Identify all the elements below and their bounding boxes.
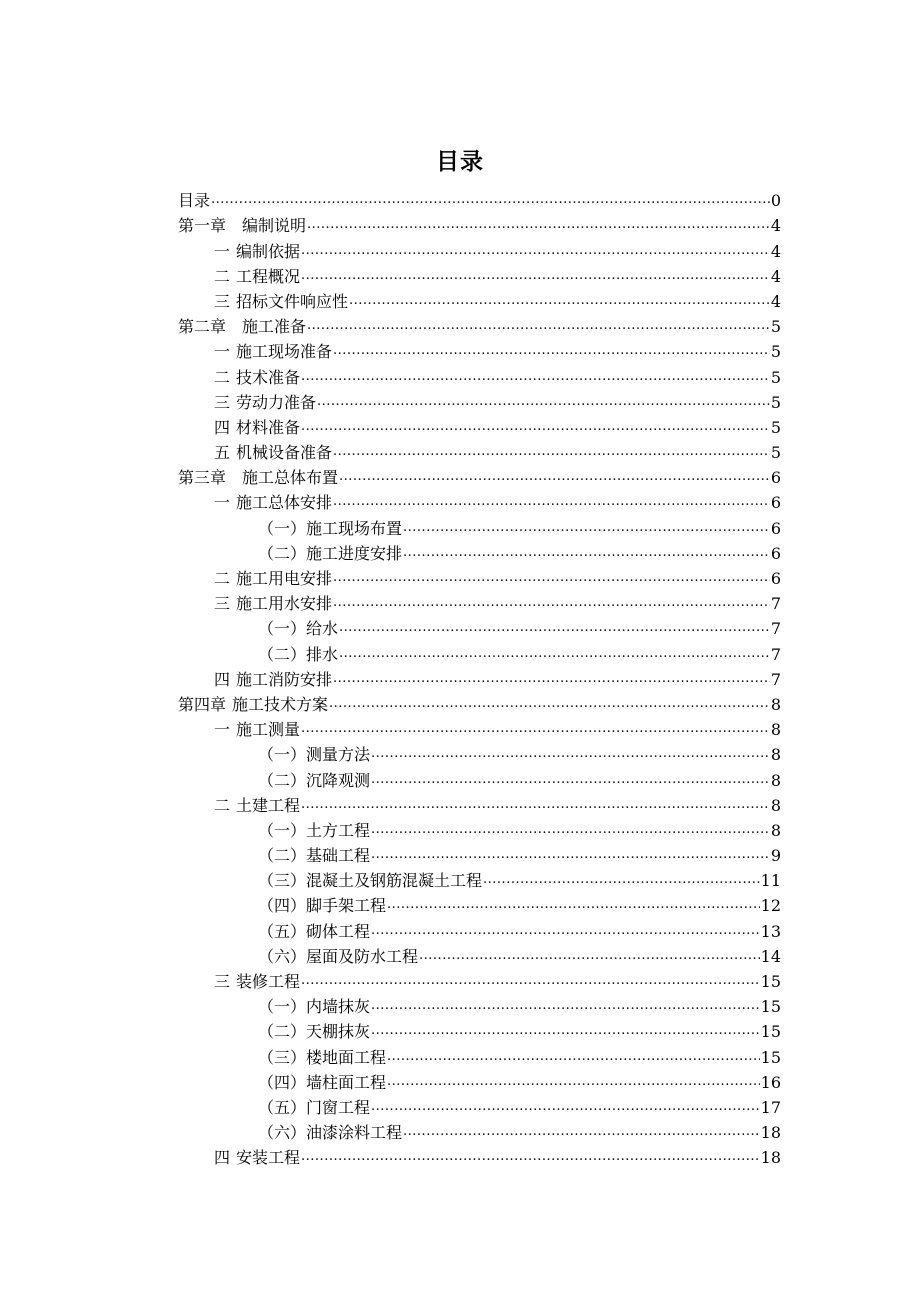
toc-entry[interactable] — [178, 614, 781, 639]
toc-page-number: 6 — [770, 468, 781, 488]
toc-page-number: 4 — [770, 216, 781, 236]
toc-entry-text: 施工用水安排 — [236, 594, 333, 614]
toc-entry-label — [258, 745, 371, 765]
toc-entry-text: 技术准备 — [236, 367, 301, 387]
toc-entry-number: （二） — [258, 1022, 307, 1042]
toc-entry-label — [214, 720, 301, 740]
toc-entry[interactable] — [178, 816, 781, 841]
toc-entry-label — [258, 821, 371, 841]
toc-entry-number: （二） — [258, 543, 307, 563]
toc-title: 目录 — [436, 149, 484, 175]
toc-page-number: 5 — [770, 367, 781, 387]
toc-entry-text: 施工进度安排 — [306, 543, 403, 563]
toc-page-number: 15 — [760, 997, 781, 1017]
toc-page-number: 5 — [770, 342, 781, 362]
toc-entry-text: 编制依据 — [236, 241, 301, 261]
toc-entry[interactable] — [178, 236, 781, 261]
toc-page-number: 14 — [760, 946, 781, 966]
toc-entry-text: 招标文件响应性 — [236, 291, 349, 311]
toc-dot-leader — [339, 619, 770, 637]
toc-entry[interactable] — [178, 337, 781, 362]
toc-entry-text: 土方工程 — [306, 820, 371, 840]
toc-page-number: 9 — [770, 846, 781, 866]
toc-entry-text: 编制说明 — [242, 216, 307, 236]
toc-dot-leader — [333, 493, 770, 511]
toc-entry[interactable] — [178, 992, 781, 1017]
toc-entry[interactable] — [178, 388, 781, 413]
toc-page-number: 6 — [770, 543, 781, 563]
toc-entry-number: 四 — [214, 417, 231, 437]
toc-entry-label — [214, 418, 301, 438]
toc-entry[interactable] — [178, 1068, 781, 1093]
toc-page-number: 17 — [760, 1097, 781, 1117]
toc-entry-label — [214, 292, 349, 312]
toc-entry-number: 二 — [214, 367, 231, 387]
toc-page-number: 7 — [770, 669, 781, 689]
toc-entry-text: 施工消防安排 — [236, 669, 333, 689]
toc-entry-text: 排水 — [306, 644, 339, 664]
toc-page-number: 8 — [770, 694, 781, 714]
toc-page-number: 16 — [760, 1072, 781, 1092]
toc-entry[interactable] — [178, 589, 781, 614]
toc-dot-leader — [403, 1123, 760, 1141]
toc-entry-text: 施工准备 — [242, 317, 307, 337]
toc-entry-number: 一 — [214, 720, 231, 740]
toc-entry-label — [178, 191, 211, 211]
toc-page-number: 7 — [770, 644, 781, 664]
toc-entry-label — [258, 871, 483, 891]
toc-entry[interactable] — [178, 916, 781, 941]
toc-entry-label — [258, 922, 371, 942]
toc-entry-label — [178, 695, 329, 715]
toc-entry-label — [214, 267, 301, 287]
toc-entry[interactable] — [178, 413, 781, 438]
toc-entry-label — [258, 947, 419, 967]
toc-entry-text: 天棚抹灰 — [306, 1022, 371, 1042]
toc-dot-leader — [371, 745, 770, 763]
toc-entry-text: 材料准备 — [236, 417, 301, 437]
toc-page-number: 5 — [770, 443, 781, 463]
toc-page-number: 13 — [760, 921, 781, 941]
toc-entry-label — [214, 493, 333, 513]
toc-entry-number: 二 — [214, 795, 231, 815]
toc-entry-label — [258, 519, 403, 539]
toc-entry-text: 施工总体布置 — [242, 468, 339, 488]
toc-entry-label — [214, 796, 301, 816]
toc-entry[interactable] — [178, 186, 781, 211]
toc-entry[interactable] — [178, 1143, 781, 1168]
toc-entry[interactable] — [178, 488, 781, 513]
toc-entry-number: 一 — [214, 493, 231, 513]
toc-entry-text: 目录 — [178, 191, 211, 211]
toc-entry[interactable] — [178, 715, 781, 740]
toc-dot-leader — [301, 242, 770, 260]
toc-entry[interactable] — [178, 463, 781, 488]
toc-page-number: 8 — [770, 820, 781, 840]
toc-entry-text: 工程概况 — [236, 266, 301, 286]
toc-entry-number: （四） — [258, 1072, 307, 1092]
toc-entry-number: 一 — [214, 342, 231, 362]
toc-dot-leader — [301, 418, 770, 436]
toc-page-number: 15 — [760, 972, 781, 991]
toc-entry-text: 脚手架工程 — [306, 896, 387, 916]
toc-dot-leader — [371, 1022, 760, 1040]
toc-entry[interactable] — [178, 765, 781, 790]
toc-entry-label — [178, 468, 339, 488]
toc-page-number: 18 — [760, 1123, 781, 1143]
toc-entry-label — [178, 317, 307, 337]
toc-dot-leader — [403, 544, 770, 562]
toc-entry-text: 混凝土及钢筋混凝土工程 — [306, 871, 483, 891]
toc-entry-number: 三 — [214, 291, 231, 311]
toc-entry-text: 测量方法 — [306, 745, 371, 765]
toc-entry-number: 第一章 — [178, 216, 227, 236]
toc-entry-number: 第二章 — [178, 317, 227, 337]
toc-entry-label — [178, 216, 307, 236]
toc-entry-label — [258, 1022, 371, 1042]
toc-entry-text: 土建工程 — [236, 795, 301, 815]
toc-dot-leader — [387, 1048, 760, 1066]
toc-dot-leader — [371, 922, 760, 940]
toc-entry[interactable] — [178, 312, 781, 337]
toc-entry-label — [258, 997, 371, 1017]
toc-entry-text: 油漆涂料工程 — [306, 1123, 403, 1143]
toc-dot-leader — [317, 393, 770, 411]
toc-page-number: 4 — [770, 266, 781, 286]
toc-dot-leader — [333, 569, 770, 587]
toc-page-number: 15 — [760, 1047, 781, 1067]
toc-dot-leader — [333, 443, 770, 461]
toc-entry-label — [258, 619, 339, 639]
toc-entry-text: 安装工程 — [236, 1148, 301, 1168]
toc-dot-leader — [387, 1073, 760, 1091]
toc-entry[interactable] — [178, 690, 781, 715]
toc-entry-label — [258, 1048, 387, 1068]
toc-entry-number: （六） — [258, 946, 307, 966]
toc-entry-text: 施工技术方案 — [232, 694, 329, 714]
toc-entry-label — [214, 342, 333, 362]
toc-page-number: 18 — [760, 1148, 781, 1168]
toc-entry[interactable] — [178, 287, 781, 312]
toc-list — [178, 186, 781, 1168]
toc-dot-leader — [403, 519, 770, 537]
toc-entry[interactable] — [178, 1042, 781, 1067]
toc-entry-label — [258, 1098, 371, 1118]
toc-entry-label — [214, 1148, 301, 1168]
toc-entry-number: （三） — [258, 1047, 307, 1067]
toc-entry-number: 五 — [214, 443, 231, 463]
toc-entry[interactable] — [178, 1118, 781, 1143]
toc-entry[interactable] — [178, 438, 781, 463]
toc-entry-text: 装修工程 — [236, 972, 301, 991]
toc-page-number: 5 — [770, 392, 781, 412]
toc-dot-leader — [339, 645, 770, 663]
toc-dot-leader — [329, 695, 770, 713]
toc-page-number: 11 — [760, 871, 781, 891]
toc-dot-leader — [301, 796, 770, 814]
toc-entry[interactable] — [178, 967, 781, 992]
toc-page-number: 6 — [770, 493, 781, 513]
toc-entry-number: 四 — [214, 669, 231, 689]
toc-entry-label — [258, 1073, 387, 1093]
toc-page-number: 8 — [770, 745, 781, 765]
toc-entry-label — [258, 544, 403, 564]
toc-dot-leader — [387, 896, 760, 914]
toc-page-number: 4 — [770, 241, 781, 261]
toc-page-number: 5 — [770, 417, 781, 437]
toc-page-number: 7 — [770, 594, 781, 614]
toc-page-number: 6 — [770, 518, 781, 538]
toc-entry-number: （一） — [258, 745, 307, 765]
toc-entry-number: （二） — [258, 644, 307, 664]
toc-entry-label — [258, 771, 371, 791]
toc-dot-leader — [301, 1148, 760, 1166]
toc-entry-text: 内墙抹灰 — [306, 997, 371, 1017]
toc-entry-number: （二） — [258, 846, 307, 866]
toc-dot-leader — [301, 720, 770, 738]
toc-dot-leader — [371, 997, 760, 1015]
toc-page-number: 4 — [770, 291, 781, 311]
toc-page-number: 15 — [760, 1022, 781, 1042]
toc-page-number: 12 — [760, 896, 781, 916]
toc-page-number: 0 — [770, 191, 781, 211]
toc-entry[interactable] — [178, 791, 781, 816]
toc-entry-text: 施工现场布置 — [306, 518, 403, 538]
toc-entry-text: 基础工程 — [306, 846, 371, 866]
toc-dot-leader — [307, 317, 770, 335]
toc-entry[interactable] — [178, 942, 781, 967]
toc-entry[interactable] — [178, 866, 781, 891]
toc-entry[interactable] — [178, 211, 781, 236]
toc-entry-number: 四 — [214, 1148, 231, 1168]
toc-entry-text: 沉降观测 — [306, 770, 371, 790]
toc-entry-text: 屋面及防水工程 — [306, 946, 419, 966]
toc-entry-label — [214, 368, 301, 388]
toc-entry-number: （一） — [258, 997, 307, 1017]
toc-dot-leader — [371, 1098, 760, 1116]
toc-entry-number: （三） — [258, 871, 307, 891]
toc-entry-number: （一） — [258, 820, 307, 840]
toc-dot-leader — [483, 871, 760, 889]
toc-entry[interactable] — [178, 841, 781, 866]
toc-dot-leader — [301, 368, 770, 386]
toc-entry[interactable] — [178, 891, 781, 916]
toc-entry-text: 机械设备准备 — [236, 443, 333, 463]
toc-entry-text: 施工现场准备 — [236, 342, 333, 362]
toc-entry-label — [214, 393, 317, 413]
toc-entry[interactable] — [178, 362, 781, 387]
toc-entry[interactable] — [178, 639, 781, 664]
toc-entry[interactable] — [178, 1017, 781, 1042]
toc-entry-text: 给水 — [306, 619, 339, 639]
toc-entry-label — [258, 1123, 403, 1143]
toc-entry-number: （一） — [258, 518, 307, 538]
toc-entry-number: 第三章 — [178, 468, 227, 488]
toc-page-number: 8 — [770, 720, 781, 740]
toc-dot-leader — [333, 670, 770, 688]
toc-entry-number: （四） — [258, 896, 307, 916]
toc-entry-label — [214, 242, 301, 262]
toc-entry[interactable] — [178, 564, 781, 589]
toc-entry-number: （二） — [258, 770, 307, 790]
toc-page-number: 5 — [770, 317, 781, 337]
toc-entry-text: 砌体工程 — [306, 921, 371, 941]
toc-entry-text: 门窗工程 — [306, 1097, 371, 1117]
toc-entry-number: （六） — [258, 1123, 307, 1143]
toc-entry-number: （一） — [258, 619, 307, 639]
toc-dot-leader — [301, 267, 770, 285]
toc-entry-label — [258, 896, 387, 916]
toc-entry-text: 楼地面工程 — [306, 1047, 387, 1067]
toc-dot-leader — [307, 216, 770, 234]
toc-entry-label — [214, 569, 333, 589]
toc-entry[interactable] — [178, 665, 781, 690]
toc-page-number: 7 — [770, 619, 781, 639]
toc-entry-label — [214, 670, 333, 690]
toc-entry-label — [214, 972, 301, 992]
toc-dot-leader — [333, 342, 770, 360]
toc-entry-number: 三 — [214, 392, 231, 412]
toc-dot-leader — [339, 468, 770, 486]
toc-dot-leader — [371, 846, 770, 864]
toc-dot-leader — [419, 947, 760, 965]
toc-entry-text: 施工测量 — [236, 720, 301, 740]
toc-entry-number: 二 — [214, 569, 231, 588]
toc-dot-leader — [333, 594, 770, 612]
toc-entry-number: 三 — [214, 594, 231, 614]
toc-entry[interactable] — [178, 539, 781, 564]
toc-entry[interactable] — [178, 513, 781, 538]
toc-entry-text: 施工用电安排 — [236, 569, 333, 588]
toc-entry-number: 一 — [214, 241, 231, 261]
toc-entry[interactable] — [178, 740, 781, 765]
toc-entry-text: 劳动力准备 — [236, 392, 317, 412]
toc-entry-label — [258, 645, 339, 665]
toc-dot-leader — [371, 771, 770, 789]
toc-entry-label — [258, 846, 371, 866]
toc-page-number: 6 — [770, 569, 781, 588]
toc-entry-number: 三 — [214, 972, 231, 991]
toc-dot-leader — [211, 191, 770, 209]
toc-dot-leader — [371, 821, 770, 839]
toc-entry[interactable] — [178, 262, 781, 287]
toc-page-number: 8 — [770, 770, 781, 790]
toc-dot-leader — [301, 972, 760, 990]
toc-dot-leader — [349, 292, 770, 310]
toc-entry-number: 二 — [214, 266, 231, 286]
toc-entry-label — [214, 594, 333, 614]
toc-entry-label — [214, 443, 333, 463]
toc-entry-text: 墙柱面工程 — [306, 1072, 387, 1092]
toc-entry-number: （五） — [258, 1097, 307, 1117]
toc-entry[interactable] — [178, 1093, 781, 1118]
toc-page-number: 8 — [770, 795, 781, 815]
toc-entry-number: （五） — [258, 921, 307, 941]
toc-entry-number: 第四章 — [178, 694, 227, 714]
toc-entry-text: 施工总体安排 — [236, 493, 333, 513]
